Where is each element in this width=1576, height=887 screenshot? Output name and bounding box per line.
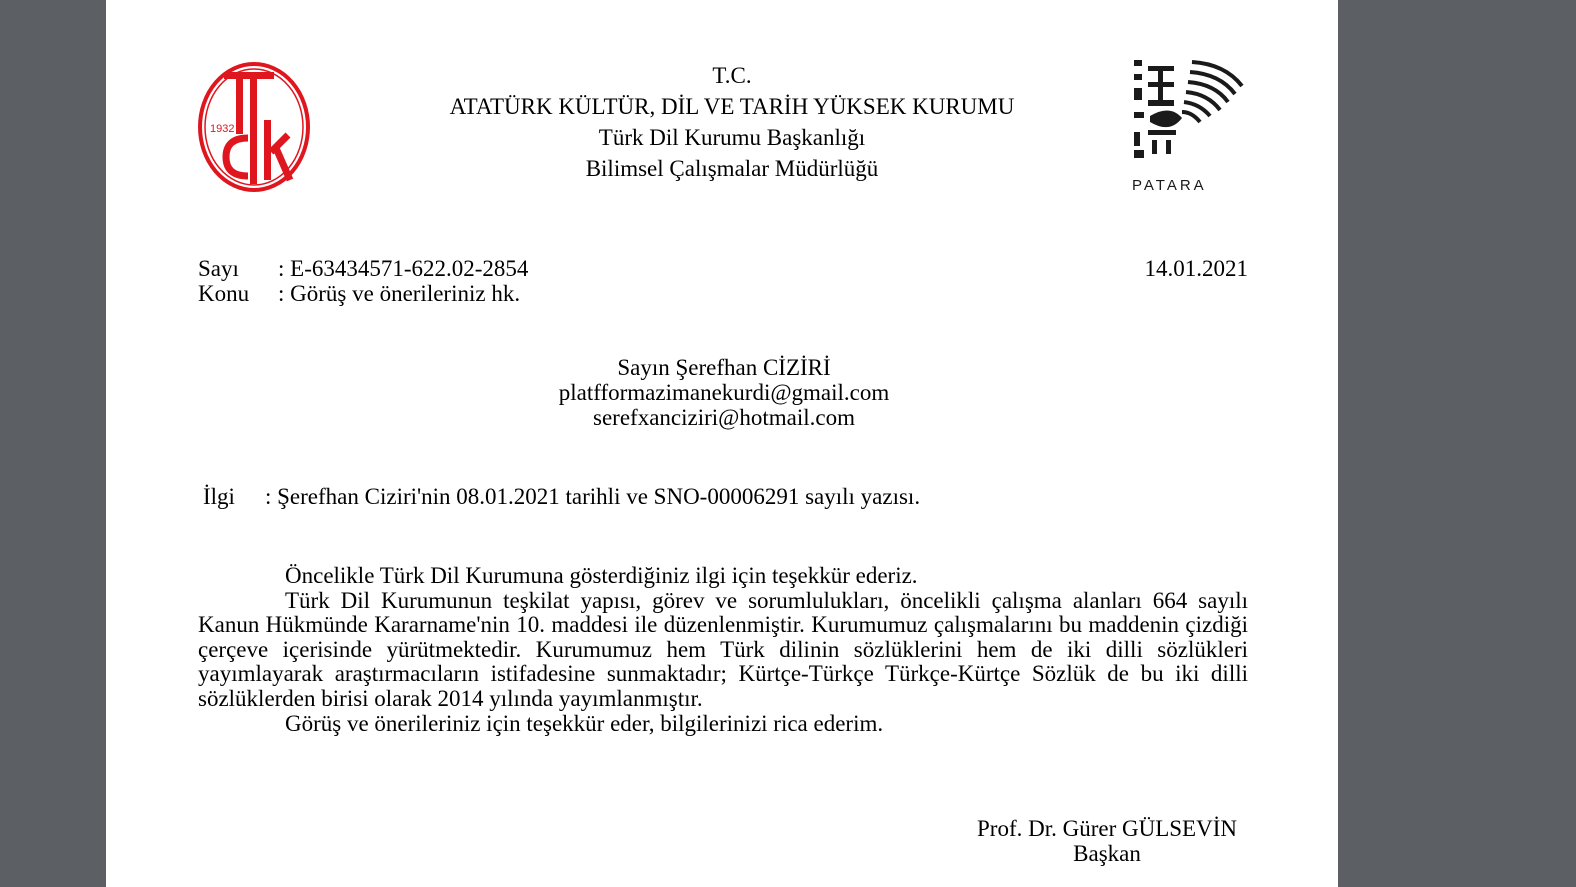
header-line-directorate: Bilimsel Çalışmalar Müdürlüğü — [585, 156, 879, 181]
konu-row — [198, 281, 1248, 306]
patara-logo-icon — [1130, 56, 1248, 194]
header-line-presidency: Türk Dil Kurumu Başkanlığı — [598, 125, 866, 150]
ilgi-value: : Şerefhan Ciziri'nin 08.01.2021 tarihli ve SNO-00006291 sayılı yazısı. — [265, 484, 921, 509]
ilgi-row — [203, 484, 920, 509]
header-line-tc: T.C. — [712, 63, 752, 88]
addressee-name: Sayın Şerefhan CİZİRİ — [617, 355, 831, 380]
addressee-email-2: serefxanciziri@hotmail.com — [593, 405, 855, 430]
signatory-name: Prof. Dr. Gürer GÜLSEVİN — [977, 816, 1237, 841]
ilgi-label: İlgi — [203, 484, 235, 509]
letterhead — [406, 60, 1058, 184]
body-paragraph-3: Görüş ve önerileriniz için teşekkür eder, bilgilerinizi rica ederim. — [285, 710, 884, 736]
sayi-label: Sayı — [198, 256, 239, 281]
sayi-value: : E-63434571-622.02-2854 — [278, 256, 529, 281]
body-paragraph-2: Türk Dil Kurumunun teşkilat yapısı, görev ve sorumlulukları, öncelikli çalışma alanları 664 sayılı Kanun Hükmünde Kararname'nin 10. maddesi ile düzenlenmiştir. Kurumumuz çalışmalarını bu maddenin çizdiği çerçeve içerisinde yürütmektedir. Kurumumuz hem Türk dilinin sözlüklerini hem de iki dilli sözlükleri yayımlayarak araştırmacıların istifadesine sunmaktadır; Kürtçe-Türkçe Türkçe-Kürtçe Sözlük de bu iki dilli sözlüklerden birisi olarak 2014 yılında yayımlanmıştır. — [198, 587, 1248, 711]
header-line-institution: ATATÜRK KÜLTÜR, DİL VE TARİH YÜKSEK KURUMU — [449, 94, 1015, 119]
signature-block — [966, 816, 1248, 866]
letter-meta — [198, 256, 1248, 306]
tdk-logo-icon — [196, 60, 314, 195]
signatory-title: Başkan — [1073, 841, 1141, 866]
logo-text: PATARA — [1132, 177, 1207, 194]
logo-year: 1932 — [210, 123, 235, 135]
document-page — [106, 0, 1338, 887]
addressee-block — [406, 355, 1042, 430]
konu-value: : Görüş ve önerileriniz hk. — [278, 281, 521, 306]
addressee-email-1: platfformazimanekurdi@gmail.com — [558, 380, 890, 405]
konu-label: Konu — [198, 281, 250, 306]
body-paragraph-1: Öncelikle Türk Dil Kurumuna gösterdiğiniz ilgi için teşekkür ederiz. — [285, 563, 918, 588]
sayi-row — [198, 256, 1248, 281]
letter-body — [198, 564, 1248, 736]
letter-date: 14.01.2021 — [1144, 256, 1248, 281]
